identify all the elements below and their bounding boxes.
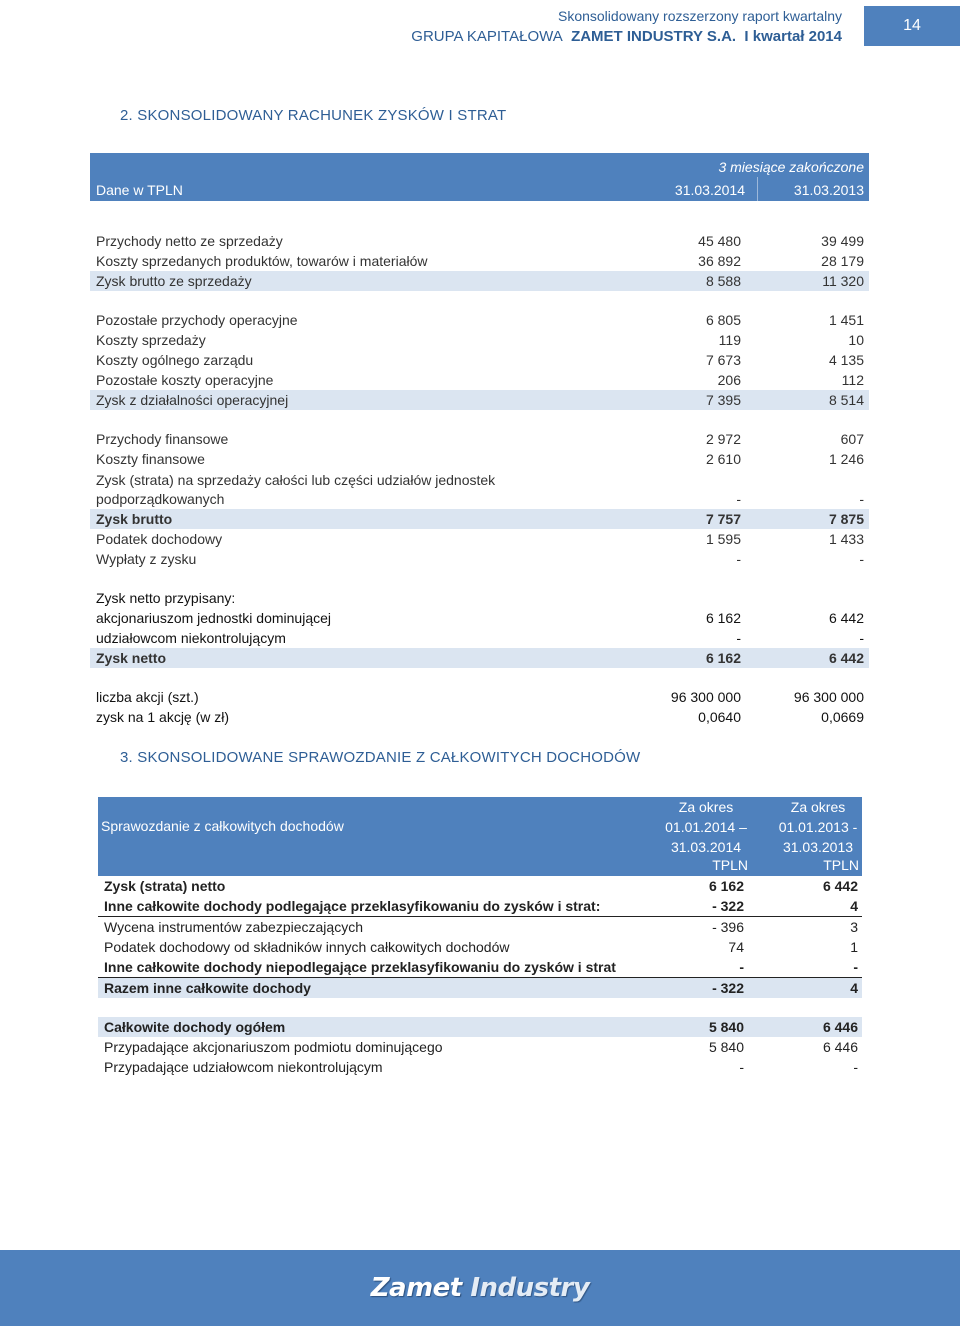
table-row xyxy=(90,707,869,727)
comprehensive-income-table xyxy=(98,797,862,1077)
row-value-current: 2 972 xyxy=(705,431,741,447)
column-2014: 31.03.2014 xyxy=(674,182,745,198)
report-subtitle: Skonsolidowany rozszerzony raport kwartalny xyxy=(557,8,842,24)
table-row xyxy=(90,429,869,449)
row-spacer xyxy=(90,291,869,310)
row-value-previous: - xyxy=(859,491,864,507)
row-label: Inne całkowite dochody niepodlegające przeklasyfikowaniu do zysków i strat xyxy=(104,959,616,975)
row-value-previous: 4 xyxy=(850,898,858,914)
row-value-previous: 1 246 xyxy=(828,451,864,467)
table-row xyxy=(90,509,869,529)
row-label: Razem inne całkowite dochody xyxy=(104,980,311,996)
report-company-line xyxy=(411,26,842,48)
row-value-previous: 6 446 xyxy=(822,1019,858,1035)
period-2014-line: 31.03.2014 xyxy=(670,839,742,855)
period-label: 3 miesiące zakończone xyxy=(718,159,864,175)
period-2013-header xyxy=(769,797,867,857)
row-value-current: 6 162 xyxy=(708,878,744,894)
row-spacer xyxy=(98,998,862,1017)
report-quarter: I kwartał 2014 xyxy=(744,28,842,45)
row-label: Koszty finansowe xyxy=(96,451,205,467)
row-label: Przypadające udziałowcom niekontrolującym xyxy=(104,1059,383,1075)
table-row xyxy=(90,588,869,608)
row-label: Zysk (strata) na sprzedaży całości lub części udziałów jednostek podporządkowanych xyxy=(96,472,496,507)
period-2014-line: Za okres xyxy=(678,799,734,815)
row-label: Podatek dochodowy od składników innych całkowitych dochodów xyxy=(104,939,510,955)
row-value-previous: 1 xyxy=(850,939,858,955)
row-value-current: 7 673 xyxy=(705,352,741,368)
row-label: Zysk netto przypisany: xyxy=(96,590,236,606)
row-label: Koszty sprzedanych produktów, towarów i materiałów xyxy=(96,253,428,269)
row-label: udziałowcom niekontrolującym xyxy=(96,630,286,646)
table-row xyxy=(90,310,869,330)
table-row xyxy=(90,390,869,410)
row-label: Zysk netto xyxy=(96,650,167,666)
row-label: zysk na 1 akcję (w zł) xyxy=(96,709,230,725)
row-label: Zysk brutto ze sprzedaży xyxy=(96,273,252,289)
row-value-previous: 6 442 xyxy=(828,610,864,626)
income-table-header xyxy=(90,153,869,201)
row-value-current: 6 162 xyxy=(705,610,741,626)
period-2013-line: Za okres xyxy=(790,799,846,815)
row-value-previous: 4 xyxy=(850,980,858,996)
row-value-current: 119 xyxy=(718,332,741,348)
row-value-current: - 322 xyxy=(712,898,744,914)
table-row xyxy=(98,978,862,998)
table-row xyxy=(90,350,869,370)
comprehensive-table-body xyxy=(98,876,862,1077)
logo-word-2: Industry xyxy=(470,1273,590,1303)
period-2014-line: 01.01.2014 – xyxy=(665,819,747,835)
row-value-current: 45 480 xyxy=(698,233,741,249)
row-value-current: - xyxy=(736,491,741,507)
row-label: Całkowite dochody ogółem xyxy=(104,1019,286,1035)
table-row xyxy=(98,1017,862,1037)
section-3-title: 3. SKONSOLIDOWANE SPRAWOZDANIE Z CAŁKOWITYCH DOCHODÓW xyxy=(120,749,641,766)
table-row xyxy=(90,231,869,251)
table-row xyxy=(98,876,862,896)
row-label: akcjonariuszom jednostki dominującej xyxy=(96,610,332,626)
row-spacer xyxy=(90,569,869,588)
table-row xyxy=(90,648,869,668)
table-row xyxy=(90,628,869,648)
row-value-previous: 7 875 xyxy=(828,511,864,527)
row-value-previous: - xyxy=(853,959,858,975)
row-label: Koszty ogólnego zarządu xyxy=(96,352,254,368)
section-2-title: 2. SKONSOLIDOWANY RACHUNEK ZYSKÓW I STRAT xyxy=(120,107,507,124)
row-value-current: 1 595 xyxy=(705,531,741,547)
row-value-current: 74 xyxy=(728,939,744,955)
footer-banner xyxy=(0,1250,960,1326)
table-row xyxy=(98,1057,862,1077)
row-value-current: - xyxy=(736,630,741,646)
table-row xyxy=(90,370,869,390)
row-value-current: 5 840 xyxy=(708,1019,744,1035)
row-value-current: - xyxy=(739,959,744,975)
units-label: Dane w TPLN xyxy=(96,182,183,198)
row-value-current: 2 610 xyxy=(705,451,741,467)
row-value-current: 206 xyxy=(717,372,741,388)
table-row xyxy=(98,937,862,957)
table-row xyxy=(90,608,869,628)
row-value-current: - 322 xyxy=(712,980,744,996)
table-row xyxy=(98,957,862,978)
row-label: Podatek dochodowy xyxy=(96,531,223,547)
row-value-previous: 6 446 xyxy=(822,1039,858,1055)
row-value-current: - xyxy=(736,551,741,567)
column-2013: 31.03.2013 xyxy=(793,182,864,198)
row-value-previous: 3 xyxy=(850,919,858,935)
row-value-previous: - xyxy=(859,551,864,567)
row-label: Przychody netto ze sprzedaży xyxy=(96,233,283,249)
table-row xyxy=(98,1037,862,1057)
company-group: GRUPA KAPITAŁOWA xyxy=(411,28,563,45)
row-label: Wypłaty z zysku xyxy=(96,551,197,567)
row-label: Wycena instrumentów zabezpieczających xyxy=(104,919,363,935)
row-label: Zysk z działalności operacyjnej xyxy=(96,392,289,408)
row-value-current: 8 588 xyxy=(705,273,741,289)
row-value-previous: 112 xyxy=(841,372,864,388)
row-label: Przychody finansowe xyxy=(96,431,229,447)
row-label: Przypadające akcjonariuszom podmiotu dominującego xyxy=(104,1039,443,1055)
row-label: liczba akcji (szt.) xyxy=(96,689,199,705)
row-value-previous: 10 xyxy=(848,332,864,348)
row-label: Koszty sprzedaży xyxy=(96,332,206,348)
row-value-current: 7 395 xyxy=(705,392,741,408)
row-value-previous: 1 451 xyxy=(828,312,864,328)
table-row xyxy=(90,529,869,549)
period-2013-line: 01.01.2013 - xyxy=(778,819,858,835)
row-label: Zysk brutto xyxy=(96,511,173,527)
table-row xyxy=(90,469,869,509)
row-label: Pozostałe koszty operacyjne xyxy=(96,372,274,388)
row-value-current: 6 805 xyxy=(705,312,741,328)
row-value-previous: 11 320 xyxy=(822,273,864,289)
row-value-current: 5 840 xyxy=(708,1039,744,1055)
row-value-previous: 607 xyxy=(840,431,864,447)
table-row xyxy=(90,251,869,271)
company-logo xyxy=(371,1273,590,1303)
company-name: ZAMET INDUSTRY S.A. xyxy=(571,28,737,45)
table-row xyxy=(98,896,862,917)
table-row xyxy=(90,549,869,569)
report-header xyxy=(411,6,842,48)
logo-word-1: Zamet xyxy=(370,1273,462,1303)
row-value-previous: - xyxy=(853,1059,858,1075)
row-value-current: 0,0640 xyxy=(698,709,741,725)
row-value-previous: - xyxy=(859,630,864,646)
row-value-current: 7 757 xyxy=(705,511,741,527)
table-row xyxy=(98,917,862,937)
table-row xyxy=(90,449,869,469)
row-value-current: 6 162 xyxy=(705,650,741,666)
row-value-previous: 96 300 000 xyxy=(793,689,864,705)
row-value-current: 36 892 xyxy=(698,253,741,269)
income-statement-table xyxy=(90,153,869,727)
period-2014-header xyxy=(656,797,756,857)
table-row xyxy=(90,271,869,291)
row-value-previous: 0,0669 xyxy=(821,709,864,725)
column-divider xyxy=(757,177,758,201)
comprehensive-table-label: Sprawozdanie z całkowitych dochodów xyxy=(101,818,344,834)
period-2013-line: 31.03.2013 xyxy=(782,839,854,855)
row-value-previous: 4 135 xyxy=(828,352,864,368)
table-row xyxy=(90,687,869,707)
row-label: Inne całkowite dochody podlegające przeklasyfikowaniu do zysków i strat: xyxy=(104,898,601,914)
row-value-previous: 28 179 xyxy=(821,253,864,269)
comprehensive-table-header xyxy=(98,797,862,876)
unit-2013: TPLN xyxy=(823,857,859,873)
row-value-current: - 396 xyxy=(712,919,744,935)
row-spacer xyxy=(90,410,869,429)
row-value-current: - xyxy=(739,1059,744,1075)
page-number: 14 xyxy=(864,6,960,46)
table-row xyxy=(90,330,869,350)
row-label: Zysk (strata) netto xyxy=(104,878,226,894)
row-value-current: 96 300 000 xyxy=(670,689,741,705)
row-spacer xyxy=(90,668,869,687)
income-table-body xyxy=(90,231,869,727)
row-value-previous: 8 514 xyxy=(828,392,864,408)
row-value-previous: 39 499 xyxy=(821,233,864,249)
row-label: Pozostałe przychody operacyjne xyxy=(96,312,298,328)
row-value-previous: 6 442 xyxy=(822,878,858,894)
row-value-previous: 6 442 xyxy=(828,650,864,666)
row-value-previous: 1 433 xyxy=(828,531,864,547)
unit-2014: TPLN xyxy=(712,857,748,873)
